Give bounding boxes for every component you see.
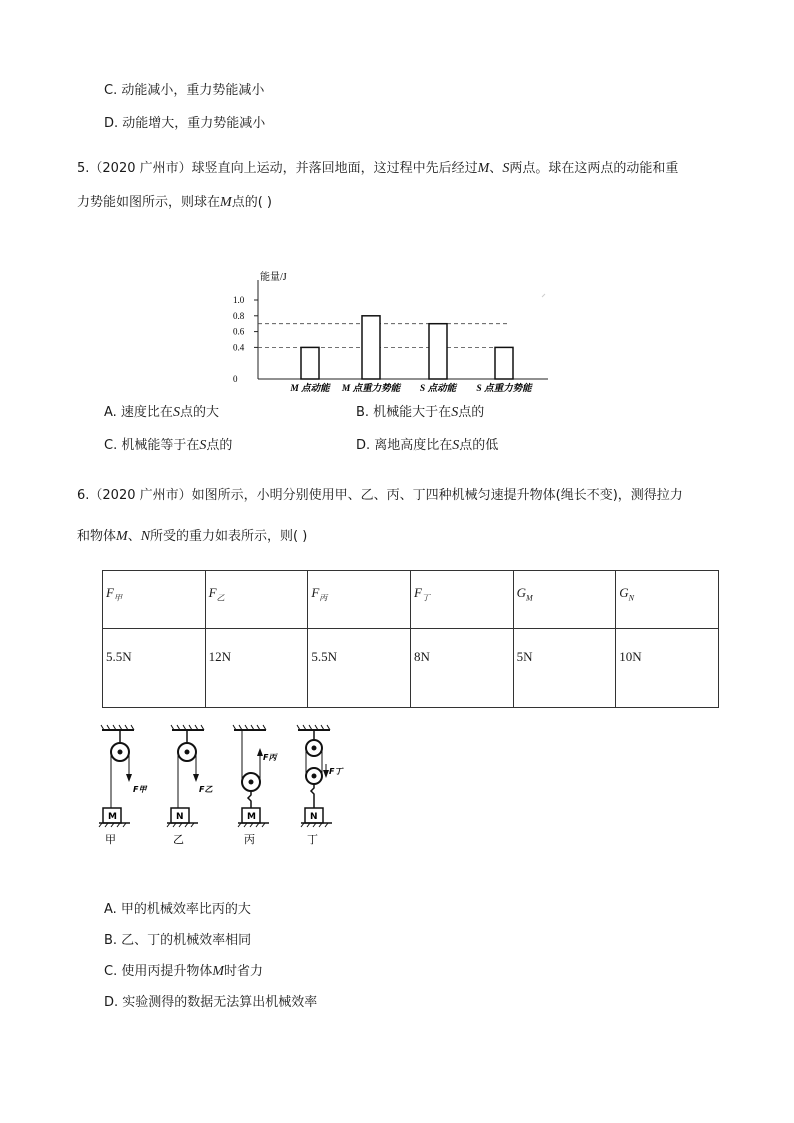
bar — [362, 316, 380, 379]
q6-stem-line1: 6.（2020 广州市）如图所示，小明分别使用甲、乙、丙、丁四种机械匀速提升物体(绳长不变)，测得拉力 — [77, 488, 683, 503]
caption-bing: 丙 — [244, 833, 255, 846]
value-cell-g-n: 10N — [616, 629, 719, 708]
table-header-row — [103, 571, 719, 629]
q5-option-b: B. 机械能大于在S点的 — [356, 405, 485, 420]
machine-jia — [99, 725, 147, 846]
pulley-machines-figure — [100, 724, 343, 849]
q5-option-a: A. 速度比在S点的大 — [104, 405, 219, 420]
machine-bing — [233, 725, 278, 846]
force-label-jia: F甲 — [133, 785, 147, 794]
value-cell-f-yi: 12N — [205, 629, 308, 708]
force-label-yi: F乙 — [199, 785, 213, 794]
q5-stem-line1: 5.（2020 广州市）球竖直向上运动，并落回地面，这过程中先后经过M、S两点。球在这两点的动能和重 — [77, 161, 679, 176]
q6-option-c: C. 使用丙提升物体M时省力 — [104, 964, 264, 979]
header-cell-f-bing: $F_丙$ — [308, 571, 411, 629]
y-tick-label: 0.6 — [233, 326, 245, 337]
bar — [301, 347, 319, 379]
x-tick-label: M 点动能 — [290, 384, 330, 394]
x-tick-label: S 点动能 — [419, 384, 457, 394]
block-yi: N — [176, 812, 184, 822]
header-cell-f-ding: $F_丁$ — [410, 571, 513, 629]
header-cell-f-jia: $F_甲$ — [103, 571, 206, 629]
table-value-row — [103, 629, 719, 708]
q6-option-a: A. 甲的机械效率比丙的大 — [104, 902, 251, 917]
y-axis-label: 能量/J — [260, 272, 287, 283]
speck-mark — [542, 294, 545, 297]
bar — [429, 324, 447, 379]
value-cell-f-ding: 8N — [410, 629, 513, 708]
header-cell-g-m: $G_M$ — [513, 571, 616, 629]
q6-stem-line2: 和物体M、N所受的重力如表所示，则( ) — [77, 529, 308, 544]
q4-option-c: C. 动能减小，重力势能减小 — [104, 83, 265, 98]
x-tick-label: S 点重力势能 — [476, 384, 532, 394]
header-cell-g-n: $G_N$ — [616, 571, 719, 629]
q5-option-c: C. 机械能等于在S点的 — [104, 438, 233, 453]
caption-yi: 乙 — [173, 833, 184, 846]
y-tick-label: 1.0 — [233, 295, 245, 305]
force-label-ding: F丁 — [329, 767, 343, 776]
x-tick-label: M 点重力势能 — [341, 384, 401, 394]
machine-yi — [167, 725, 213, 846]
value-cell-f-jia: 5.5N — [103, 629, 206, 708]
caption-ding: 丁 — [307, 833, 318, 846]
block-bing: M — [247, 812, 256, 822]
force-label-bing: F丙 — [263, 753, 277, 762]
q6-option-b: B. 乙、丁的机械效率相同 — [104, 933, 252, 948]
force-gravity-table — [102, 570, 719, 708]
q6-option-d: D. 实验测得的数据无法算出机械效率 — [104, 995, 318, 1010]
q5-stem-line2: 力势能如图所示，则球在M点的( ) — [77, 195, 272, 210]
machine-ding — [297, 725, 344, 846]
q5-option-d: D. 离地高度比在S点的低 — [356, 438, 499, 453]
q4-option-d: D. 动能增大，重力势能减小 — [104, 116, 266, 131]
y-ticks — [233, 295, 258, 384]
y-tick-label: 0.4 — [233, 342, 245, 353]
x-tick-labels — [289, 382, 533, 394]
block-ding: N — [310, 812, 318, 822]
y-tick-label: 0 — [233, 374, 238, 384]
y-tick-label: 0.8 — [233, 310, 245, 321]
value-cell-g-m: 5N — [513, 629, 616, 708]
energy-bar-chart — [230, 262, 560, 397]
caption-jia: 甲 — [105, 833, 116, 846]
value-cell-f-bing: 5.5N — [308, 629, 411, 708]
header-cell-f-yi: $F_乙$ — [205, 571, 308, 629]
reference-lines — [258, 324, 508, 348]
bar — [495, 347, 513, 379]
block-jia: M — [108, 812, 117, 822]
